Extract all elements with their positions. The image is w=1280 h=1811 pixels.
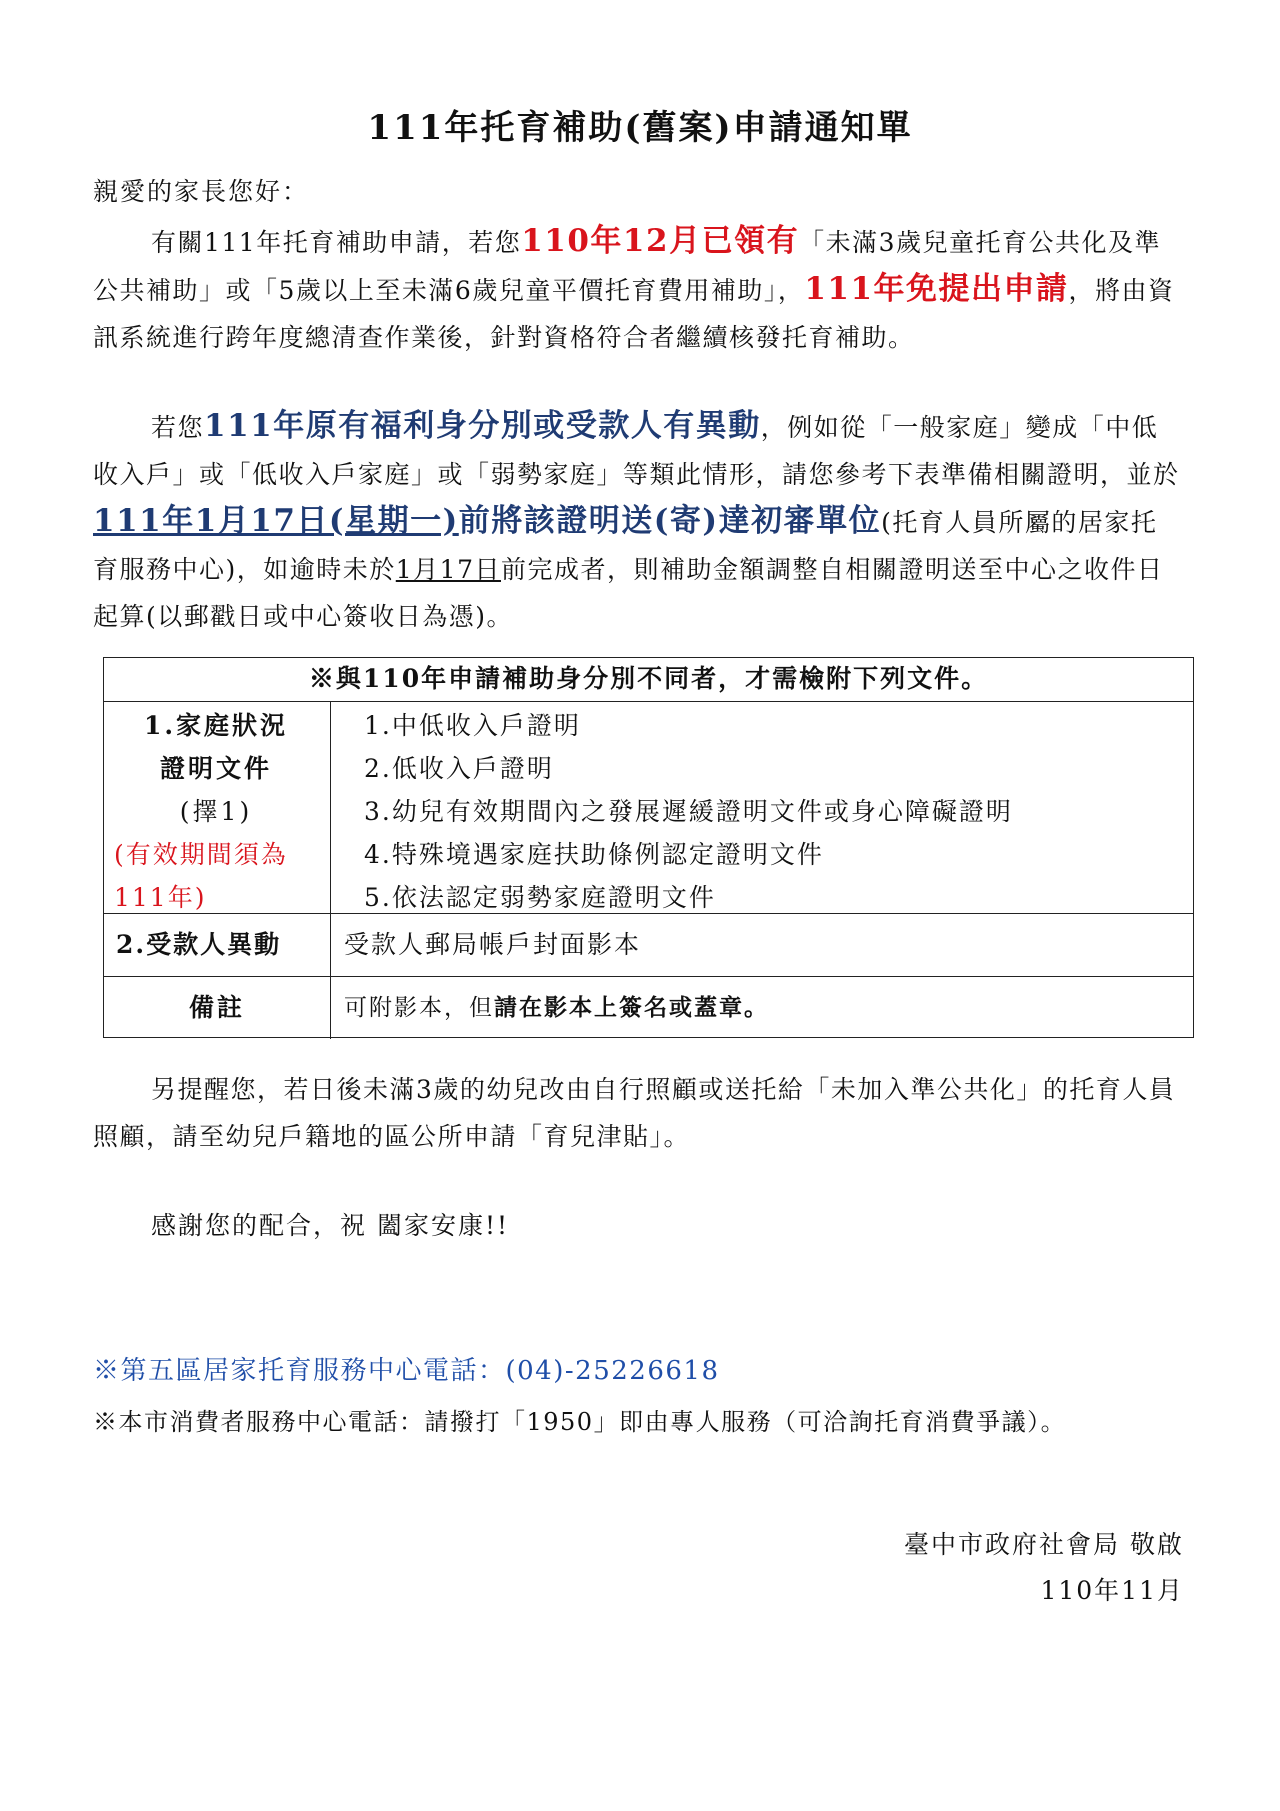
para2-text-h: 前完成者，則補助金額調整自相關證明送至中心之收件日起算(以郵戳日或中心簽收日為憑)。 xyxy=(93,555,1164,631)
consumer-center-phone-note: ※本市消費者服務中心電話：請撥打「1950」即由專人服務（可洽詢托育消費爭議）。 xyxy=(93,1408,1067,1436)
list-item: 5.依法認定弱勢家庭證明文件 xyxy=(364,883,716,912)
para2-text-c: ，例如從「一般家庭」變成「中低收入戶」或「低收入戶家庭」或「弱勢家庭」等類此情形，請您參考下表準備相關證明，並於 xyxy=(93,413,1180,489)
row1-label-year: 111年) xyxy=(114,883,207,912)
row3-value-a: 可附影本，但 xyxy=(344,995,494,1021)
para2-highlight-change: 111年原有福利身分別或受款人有異動 xyxy=(204,408,761,444)
signature-date: 110年11月 xyxy=(1040,1576,1184,1605)
list-item: 2.低收入戶證明 xyxy=(364,754,554,783)
row3-value-b: 請在影本上簽名或蓋章。 xyxy=(494,994,769,1021)
row2-label-cell: 2.受款人異動 xyxy=(116,930,282,959)
signature-block xyxy=(904,1522,1184,1614)
para1-highlight-received: 110年12月已領有 xyxy=(521,223,800,259)
paragraph-reminder xyxy=(93,1066,1183,1160)
row1-label-line3: (擇1) xyxy=(179,797,253,826)
documents-table xyxy=(103,657,1194,1038)
row1-items-cell xyxy=(364,704,1013,919)
para1-highlight-exempt: 111年免提出申請 xyxy=(804,271,1069,307)
list-item: 4.特殊境遇家庭扶助條例認定證明文件 xyxy=(364,840,824,869)
paragraph-exemption xyxy=(93,218,1183,361)
table-divider-vertical xyxy=(330,701,331,1039)
row1-label-validity: (有效期間須為 xyxy=(114,840,288,869)
list-item: 1.中低收入戶證明 xyxy=(364,711,581,740)
paragraph-changes xyxy=(93,403,1183,640)
signature-org: 臺中市政府社會局 敬啟 xyxy=(904,1530,1184,1559)
service-center-phone-note: ※第五區居家托育服務中心電話：(04)-25226618 xyxy=(93,1356,720,1386)
para2-text-a: 若您 xyxy=(151,413,205,442)
page-title: 111年托育補助(舊案)申請通知單 xyxy=(367,108,913,148)
row3-value-cell xyxy=(344,976,769,1039)
row1-label-line1: 1.家庭狀況 xyxy=(143,711,289,740)
para2-deadline-underlined: 1月17日 xyxy=(395,555,501,584)
para1-text-e: ，將由資訊系統進行跨年度總清查作業後，針對資格符合者繼續核發托育補助。 xyxy=(93,276,1175,352)
row1-label-cell xyxy=(104,704,328,919)
para2-highlight-deadline: 111年1月17日(星期一) xyxy=(93,503,459,539)
thanks-line: 感謝您的配合，祝 闔家安康!! xyxy=(151,1211,510,1240)
para2-text-f: (托育人員所屬的居家托育服務中心)，如逾時未於 xyxy=(93,508,1158,584)
greeting: 親愛的家長您好： xyxy=(93,177,310,206)
table-header: ※與110年申請補助身分別不同者，才需檢附下列文件。 xyxy=(104,658,1193,702)
para3-text: 另提醒您，若日後未滿3歲的幼兒改由自行照顧或送托給「未加入準公共化」的托育人員照顧，請至幼兒戶籍地的區公所申請「育兒津貼」。 xyxy=(93,1075,1176,1151)
row2-value-cell: 受款人郵局帳戶封面影本 xyxy=(344,930,642,959)
list-item: 3.幼兒有效期間內之發展遲緩證明文件或身心障礙證明 xyxy=(364,797,1013,826)
para1-text-a: 有關111年托育補助申請，若您 xyxy=(151,228,522,257)
para2-highlight-submit: 前將該證明送(寄)達初審單位 xyxy=(458,503,882,539)
row1-label-line2: 證明文件 xyxy=(159,754,272,783)
para1-text-c: 「未滿3歲兒童托育公共化及準公共補助」或「5歲以上至未滿6歲兒童平價托育費用補助」， xyxy=(93,228,1161,305)
row3-label-cell: 備註 xyxy=(188,993,245,1022)
